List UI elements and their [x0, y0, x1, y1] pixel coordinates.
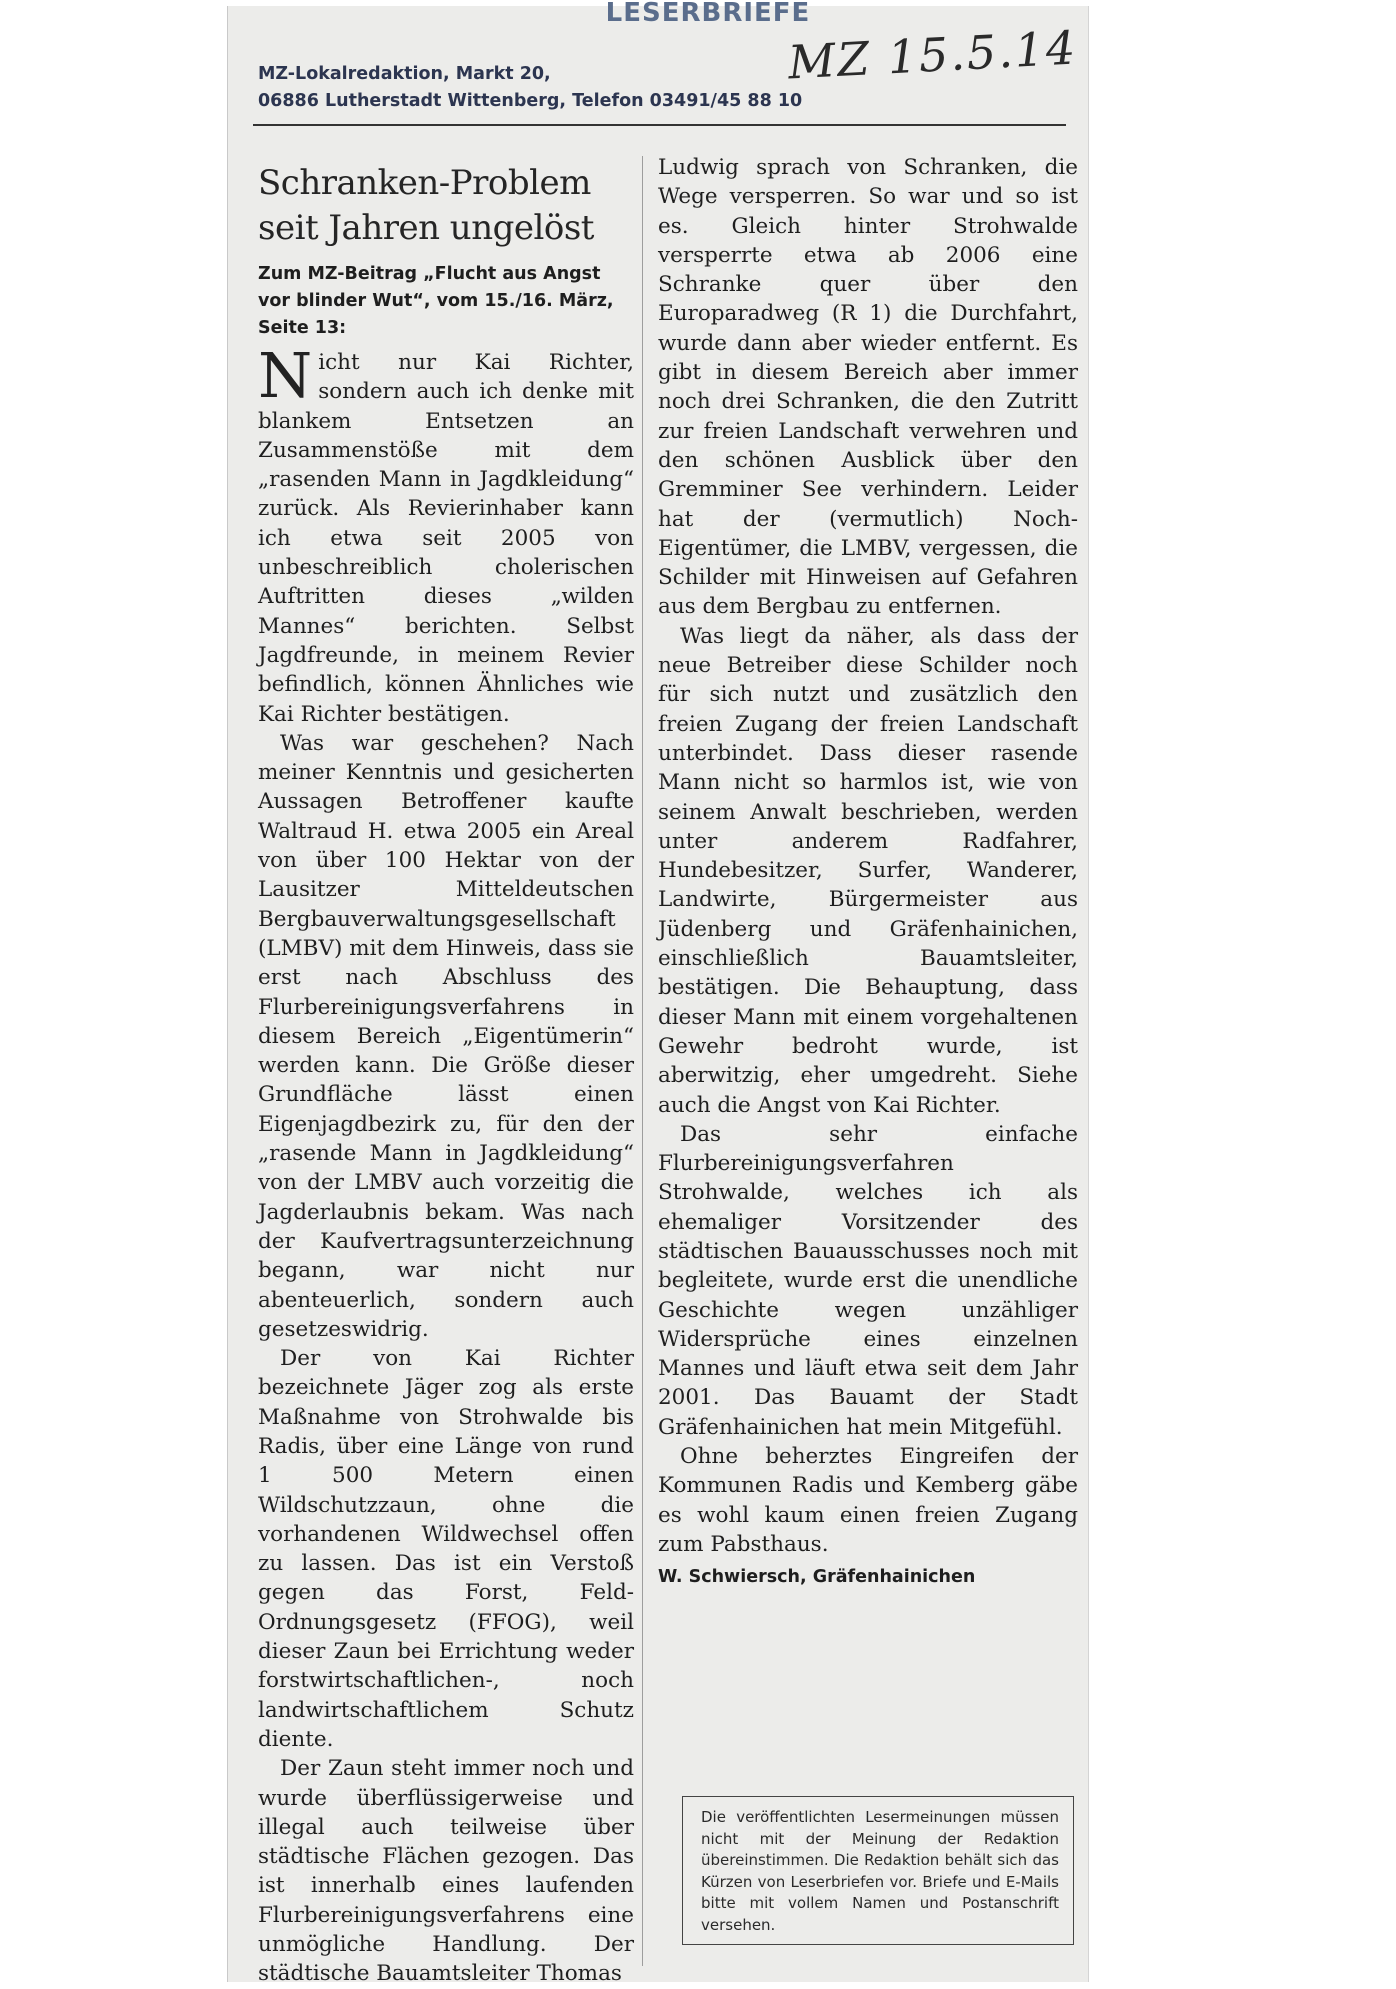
- newspaper-clipping: [227, 0, 1089, 1987]
- editorial-disclaimer-box: Die veröffentlichten Lesermeinungen müssen nicht mit der Meinung der Redaktion übereinstimmen. Die Redaktion behält sich das Kürzen von Leserbriefen vor. Briefe und E-Mails bitte mit vollem Namen und Postanschrift versehen.: [682, 1796, 1074, 1945]
- left-column: [258, 161, 634, 1989]
- contact-line-address: MZ-Lokalredaktion, Markt 20,: [258, 64, 551, 84]
- headline-line-1: Schranken-Problem: [258, 163, 591, 203]
- contact-info: [258, 61, 802, 115]
- headline-line-2: seit Jahren ungelöst: [258, 208, 594, 248]
- header-divider: [253, 124, 1066, 126]
- right-column: [658, 153, 1078, 1593]
- paragraph-1-text: icht nur Kai Richter, sondern auch ich denke mit blankem Entsetzen an Zusammenstöße mit dem „rasenden Mann in Jagdkleidung“ zurück. Als Revierinhaber kann ich etwa seit 2005 von unbeschreiblich cholerischen Auftritten dieses „wilden Mannes“ berichten. Selbst Jagdfreunde, in meinem Revier befindlich, können Ähnliches wie Kai Richter bestätigen.: [258, 350, 634, 727]
- section-title: LESERBRIEFE: [605, 0, 811, 28]
- paragraph-5: Was liegt da näher, als dass der neue Betreiber diese Schilder noch für sich nutzt und zusätzlich den freien Zugang der freien Landschaft unterbindet. Dass dieser rasende Mann nicht so harmlos ist, wie von seinem Anwalt beschrieben, werden unter anderem Radfahrer, Hundebesitzer, Surfer, Wanderer, Landwirte, Bürgermeister aus Jüdenberg und Gräfenhainichen, einschließlich Bauamtsleiter, bestätigen. Die Behauptung, dass dieser Mann mit einem vorgehaltenen Gewehr bedroht wurde, ist aberwitzig, eher umgedreht. Siehe auch die Angst von Kai Richter.: [658, 623, 1078, 1118]
- article-subhead: Zum MZ-Beitrag „Flucht aus Angst vor blinder Wut“, vom 15./16. März, Seite 13:: [258, 264, 614, 338]
- paragraph-6: Das sehr einfache Flurbereinigungsverfahren Strohwalde, welches ich als ehemaliger Vorsitzender des städtischen Bauausschusses noch mit begleitete, wurde erst die unendliche Geschichte wegen unzähliger Widersprüche eines einzelnen Mannes und läuft etwa seit dem Jahr 2001. Das Bauamt der Stadt Gräfenhainichen hat mein Mitgefühl.: [658, 1121, 1078, 1440]
- paragraph-4: Der Zaun steht immer noch und wurde überflüssigerweise und illegal auch teilweise über städtische Flächen gezogen. Das ist innerhalb eines laufenden Flurbereinigungsverfahrens eine unmögliche Handlung. Der städtische Bauamtsleiter Thomas: [258, 1756, 634, 1987]
- paragraph-4-continued: Ludwig sprach von Schranken, die Wege versperren. So war und so ist es. Gleich hinter Strohwalde versperrte etwa ab 2006 eine Schranke quer über den Europaradweg (R 1) die Durchfahrt, wurde dann aber wieder entfernt. Es gibt in diesem Bereich aber immer noch drei Schranken, die den Zutritt zur freien Landschaft verwehren und den schönen Ausblick über den Gremminer See verhindern. Leider hat der (vermutlich) Noch-Eigentümer, die LMBV, vergessen, die Schilder mit Hinweisen auf Gefahren aus dem Bergbau zu entfernen.: [658, 155, 1078, 620]
- drop-cap: N: [258, 339, 313, 412]
- contact-line-phone: 06886 Lutherstadt Wittenberg, Telefon 03491/45 88 10: [258, 91, 803, 111]
- article-headline: [258, 161, 634, 251]
- column-divider: [642, 156, 643, 1966]
- paragraph-1: [258, 339, 634, 729]
- paragraph-7: Ohne beherztes Eingreifen der Kommunen Radis und Kemberg gäbe es wohl kaum einen freien Zugang zum Pabsthaus.: [658, 1444, 1078, 1557]
- paragraph-2: Was war geschehen? Nach meiner Kenntnis und gesicherten Aussagen Betroffener kaufte Waltraud H. etwa 2005 ein Areal von über 100 Hektar von der Lausitzer Mitteldeutschen Bergbauverwaltungsgesellschaft (LMBV) mit dem Hinweis, dass sie erst nach Abschluss des Flurbereinigungsverfahrens in diesem Bereich „Eigentümerin“ werden kann. Die Größe dieser Grundfläche lässt einen Eigenjagdbezirk zu, für den der „rasende Mann in Jagdkleidung“ von der LMBV auch vorzeitig die Jagderlaubnis bekam. Was nach der Kaufvertragsunterzeichnung begann, war nicht nur abenteuerlich, sondern auch gesetzeswidrig.: [258, 730, 634, 1342]
- paragraph-3: Der von Kai Richter bezeichnete Jäger zog als erste Maßnahme von Strohwalde bis Radis, über eine Länge von rund 1 500 Metern einen Wildschutzzaun, ohne die vorhandenen Wildwechsel offen zu lassen. Das ist ein Verstoß gegen das Forst, Feld-Ordnungsgesetz (FFOG), weil dieser Zaun bei Errichtung weder forstwirtschaftlichen-, noch landwirtschaftlichem Schutz diente.: [258, 1346, 634, 1752]
- handwritten-date-note: MZ 15.5.14: [786, 20, 1079, 90]
- author-signature: W. Schwiersch, Gräfenhainichen: [658, 1567, 976, 1588]
